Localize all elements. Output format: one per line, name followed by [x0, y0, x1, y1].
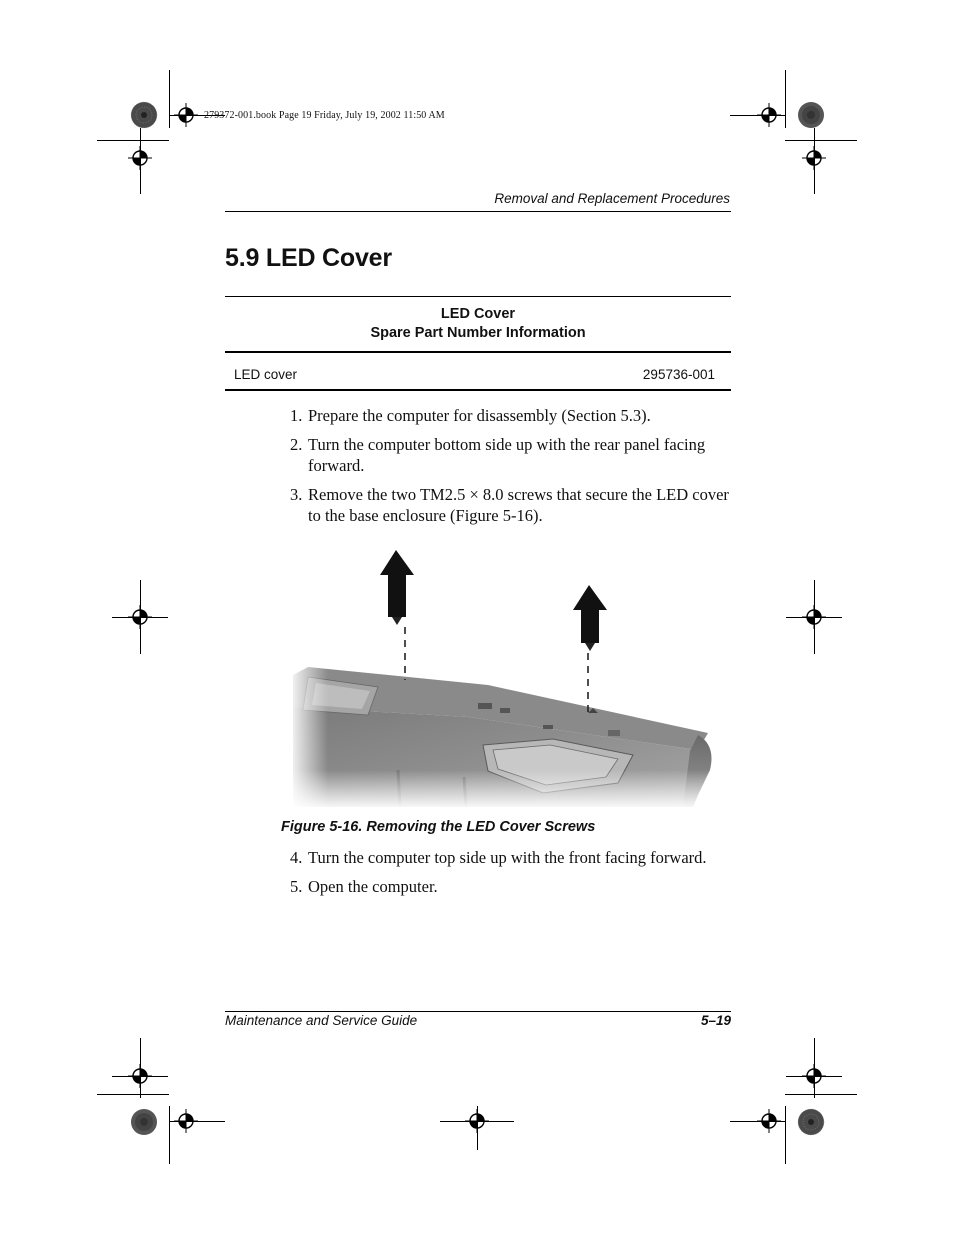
- footer-guide-title: Maintenance and Service Guide: [225, 1013, 418, 1028]
- step-text: Turn the computer top side up with the front facing forward.: [308, 848, 707, 867]
- procedure-step: [287, 876, 733, 897]
- registration-target-icon: [465, 1109, 489, 1133]
- figure-caption: Figure 5-16. Removing the LED Cover Screws: [281, 819, 596, 835]
- procedure-steps-continued: [287, 847, 733, 905]
- table-caption: [225, 305, 731, 343]
- step-text: Turn the computer bottom side up with the rear panel facing forward.: [308, 435, 706, 475]
- crop-mark: [169, 1106, 170, 1164]
- footer-rule: [225, 1011, 731, 1012]
- step-text: Prepare the computer for disassembly (Section 5.3).: [308, 406, 651, 425]
- crop-mark: [97, 140, 169, 141]
- registration-target-icon: [128, 1064, 152, 1088]
- step-text: Remove the two TM2.5 × 8.0 screws that secure the LED cover to the base enclosure (Figure 5-16).: [308, 485, 729, 525]
- table-rule: [225, 296, 731, 297]
- crop-mark: [785, 1106, 786, 1164]
- registration-target-icon: [802, 605, 826, 629]
- table-caption-title: LED Cover: [440, 306, 516, 322]
- step-number: 3.: [290, 485, 303, 504]
- registration-target-icon: [802, 146, 826, 170]
- table-rule: [225, 389, 731, 391]
- procedure-step: [287, 484, 733, 526]
- screw-removal-arrow-right: [573, 585, 607, 717]
- running-header: Removal and Replacement Procedures: [494, 191, 730, 206]
- crop-mark: [97, 1094, 169, 1095]
- procedure-step: [287, 434, 733, 476]
- registration-target-icon: [802, 1064, 826, 1088]
- step-number: 5.: [290, 877, 303, 896]
- step-number: 4.: [290, 848, 303, 867]
- screw-removal-arrow-left: [380, 550, 414, 680]
- step-number: 2.: [290, 435, 303, 454]
- part-description-cell: LED cover: [234, 367, 298, 382]
- crop-mark: [169, 70, 170, 128]
- print-rosette-icon: [130, 1108, 158, 1136]
- crop-mark: [785, 1094, 857, 1095]
- part-number-cell: 295736-001: [642, 367, 715, 382]
- step-number: 1.: [290, 406, 303, 425]
- procedure-step: [287, 847, 733, 868]
- procedure-step: [287, 405, 733, 426]
- procedure-steps: [287, 405, 733, 534]
- section-title: 5.9 LED Cover: [225, 244, 392, 272]
- crop-mark: [785, 140, 857, 141]
- step-text: Open the computer.: [308, 877, 438, 896]
- table-caption-subtitle: Spare Part Number Information: [370, 325, 586, 341]
- registration-target-icon: [757, 1109, 781, 1133]
- print-rosette-icon: [797, 101, 825, 129]
- figure-led-cover-screws: [288, 545, 716, 810]
- registration-target-icon: [128, 146, 152, 170]
- registration-target-icon: [174, 1109, 198, 1133]
- print-rosette-icon: [797, 1108, 825, 1136]
- registration-target-icon: [757, 103, 781, 127]
- registration-target-icon: [174, 103, 198, 127]
- book-info-slug: 279372-001.book Page 19 Friday, July 19, 2002 11:50 AM: [204, 110, 445, 121]
- page-number: 5–19: [700, 1013, 731, 1028]
- registration-target-icon: [128, 605, 152, 629]
- print-rosette-icon: [130, 101, 158, 129]
- header-rule: [225, 211, 731, 212]
- table-rule: [225, 351, 731, 353]
- crop-mark: [785, 70, 786, 128]
